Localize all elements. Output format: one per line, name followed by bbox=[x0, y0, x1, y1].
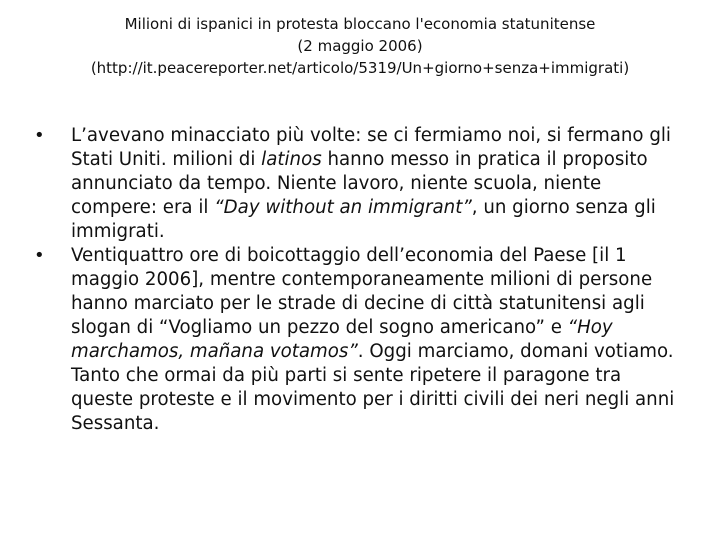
title-line-headline: Milioni di ispanici in protesta bloccano l'economia statunitense bbox=[124, 15, 596, 33]
bullet-list bbox=[34, 124, 684, 436]
slide-title bbox=[40, 13, 680, 79]
bullet-text-italic: latinos bbox=[261, 149, 322, 170]
bullet-text: hanno messo in pratica il proposito annunciato da tempo. Niente lavoro, niente scuola, niente compere: era il bbox=[71, 149, 648, 218]
bullet-text: , un giorno senza gli immigrati. bbox=[71, 197, 656, 242]
bullet-text: L’avevano minacciato più volte: se ci fermiamo noi, si fermano gli Stati Uniti. milioni di bbox=[71, 125, 671, 170]
title-line-source-url: (http://it.peacereporter.net/articolo/5319/Un+giorno+senza+immigrati) bbox=[90, 59, 630, 77]
bullet-text-italic: “Day without an immigrant” bbox=[214, 197, 472, 218]
bullet-text: . Oggi marciamo, domani votiamo. Tanto che ormai da più parti si sente ripetere il paragone tra queste proteste e il movimento per i diritti civili dei neri negli anni Sessanta. bbox=[71, 341, 675, 434]
bullet-item bbox=[34, 244, 684, 436]
bullet-text: Ventiquattro ore di boicottaggio dell’economia del Paese [il 1 maggio 2006], mentre contemporaneamente milioni di persone hanno marciato per le strade di decine di città statunitensi agli slogan di “Vogliamo un pezzo del sogno americano” e bbox=[71, 245, 653, 338]
bullet-text-italic: “Hoy marchamos, mañana votamos” bbox=[71, 317, 613, 362]
bullet-icon: • bbox=[34, 245, 45, 266]
bullet-item bbox=[34, 124, 684, 244]
bullet-icon: • bbox=[34, 125, 45, 146]
title-line-date: (2 maggio 2006) bbox=[297, 37, 423, 55]
